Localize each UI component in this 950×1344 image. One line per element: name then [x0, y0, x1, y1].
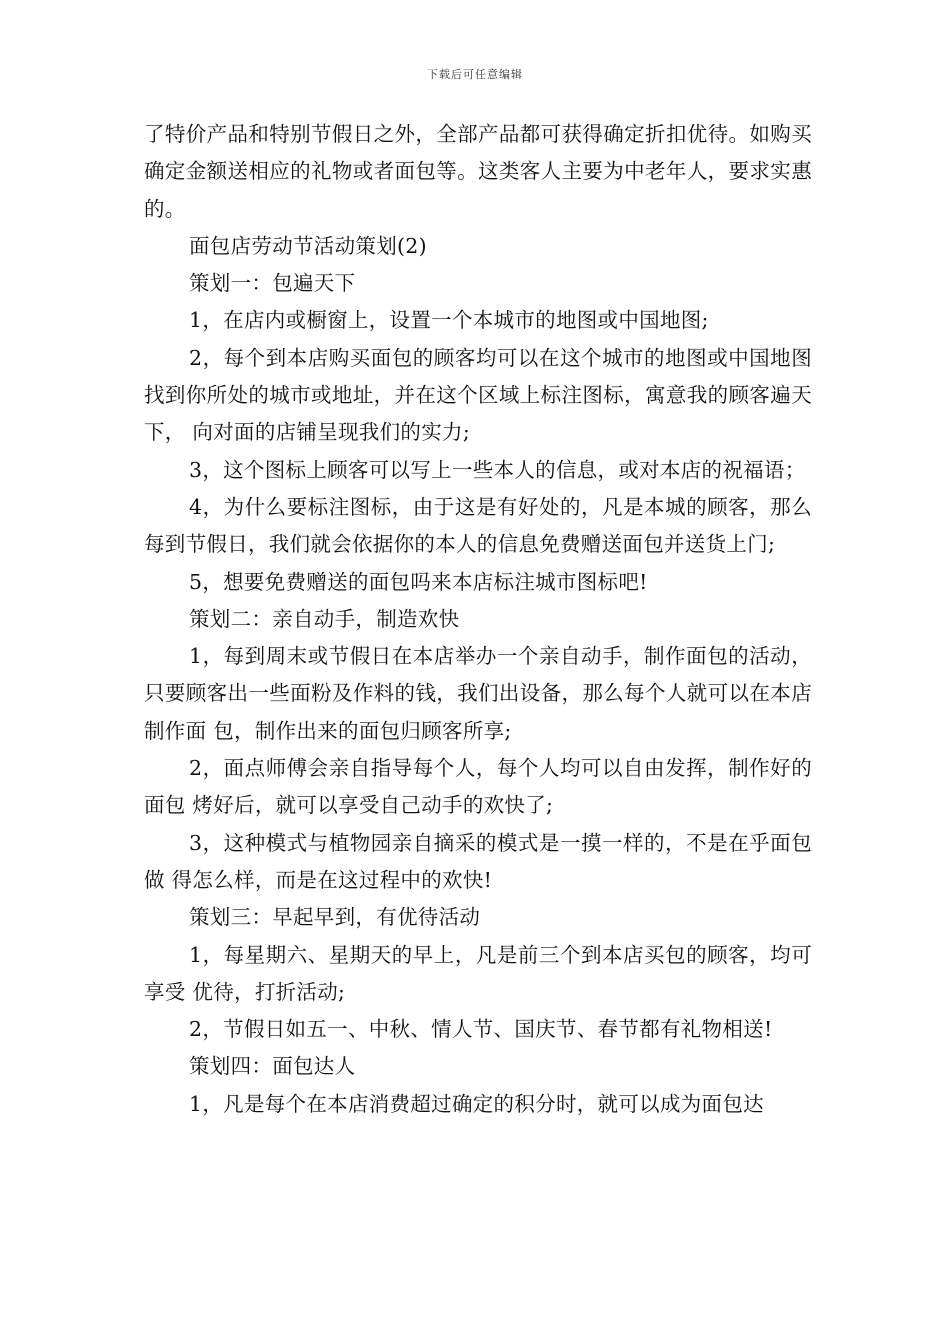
- section-title: 面包店劳动节活动策划(2): [189, 233, 427, 258]
- paragraph: 1，每星期六、星期天的早上，凡是前三个到本店买包的顾客，均可享受 优待，打折活动;: [144, 942, 812, 1004]
- plan-heading: 策划一：包遍天下: [189, 271, 356, 296]
- page-header: 下载后可任意编辑: [427, 68, 523, 81]
- paragraph: 2，每个到本店购买面包的顾客均可以在这个城市的地图或中国地图 找到你所处的城市或地址，并在这个区域上标注图标，寓意我的顾客遍天下， 向对面的店铺呈现我们的实力;: [144, 345, 812, 445]
- paragraph: 4，为什么要标注图标，由于这是有好处的，凡是本城的顾客，那么 每到节假日，我们就会依据你的本人的信息免费赠送面包并送货上门;: [144, 494, 812, 557]
- plan-heading: 策划四：面包达人: [189, 1054, 356, 1079]
- plan-heading: 策划三：早起早到，有优待活动: [189, 905, 481, 930]
- paragraph: 1，在店内或橱窗上，设置一个本城市的地图或中国地图;: [189, 308, 709, 333]
- paragraph: 3，这个图标上顾客可以写上一些本人的信息，或对本店的祝福语；: [189, 457, 806, 482]
- paragraph: 5，想要免费赠送的面包吗来本店标注城市图标吧!: [189, 569, 648, 594]
- plan-heading: 策划二：亲自动手，制造欢快: [189, 606, 460, 631]
- paragraph: 1，凡是每个在本店消费超过确定的积分时，就可以成为面包达: [189, 1091, 764, 1116]
- paragraph: 1，每到周末或节假日在本店举办一个亲自动手，制作面包的活动，只要顾客出一些面粉及作料的钱，我们出设备，那么每个人就可以在本店制作面 包，制作出来的面包归顾客所享;: [144, 644, 812, 743]
- paragraph: 了特价产品和特别节假日之外，全部产品都可获得确定折扣优待。如购买确定金额送相应的礼物或者面包等。这类客人主要为中老年人，要求实惠的。: [144, 122, 812, 221]
- paragraph: 3，这种模式与植物园亲自摘采的模式是一摸一样的，不是在乎面包做 得怎么样，而是在这过程中的欢快!: [144, 830, 812, 892]
- document-body: [144, 116, 812, 1123]
- paragraph: 2，面点师傅会亲自指导每个人，每个人均可以自由发挥，制作好的面包 烤好后，就可以享受自己动手的欢快了;: [144, 756, 812, 818]
- paragraph: 2，节假日如五一、中秋、情人节、国庆节、春节都有礼物相送!: [189, 1017, 773, 1042]
